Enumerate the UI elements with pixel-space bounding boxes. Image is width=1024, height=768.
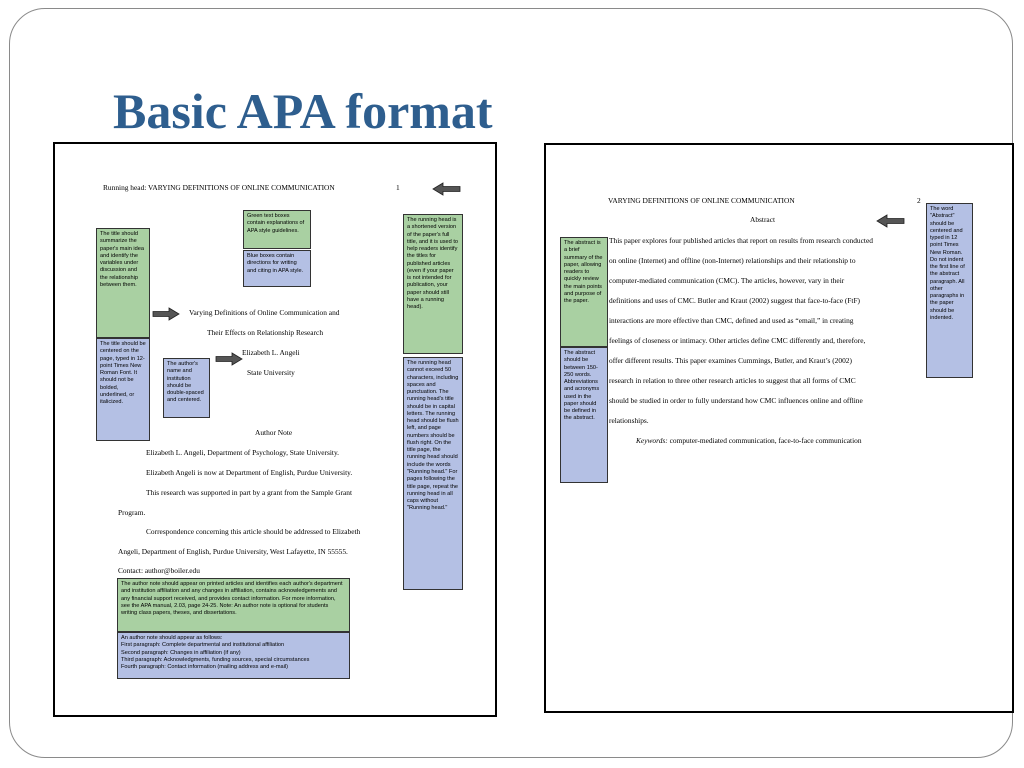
arrow-right-icon	[152, 307, 180, 321]
keywords-line	[636, 437, 862, 444]
abstract-line: This paper explores four published articles that report on results from research conducted	[609, 236, 873, 245]
author-note-format-box: An author note should appear as follows: First paragraph: Complete departmental and institutional affiliation Second paragraph: Changes in affiliation (if any) Third paragraph: Acknowledgments, funding sources, special circumstances Fourth paragraph: Contact information (mailing address and e-mail)	[117, 632, 350, 679]
blue-direction-box: Blue boxes contain directions for writing and citing in APA style.	[243, 250, 311, 287]
keywords-text: computer-mediated communication, face-to-face communication	[667, 436, 862, 445]
page-number: 1	[396, 183, 400, 192]
abstract-length-box: The abstract should be between 150-250 words. Abbreviations and acronyms used in the paper should be defined in the abstract.	[560, 347, 608, 483]
abstract-page	[544, 143, 1014, 713]
title-summary-box: The title should summarize the paper's main idea and identify the variables under discussion and the relationship between them.	[96, 228, 150, 338]
abstract-line: on online (Internet) and offline (non-Internet) relationships and their relationship to	[609, 256, 856, 265]
abstract-line: relationships.	[609, 416, 649, 425]
paper-title-line-2: Their Effects on Relationship Research	[207, 328, 324, 337]
abstract-line: feelings of closeness or intimacy. Other articles define CMC differently and, therefore,	[609, 336, 866, 345]
paper-title-line-1: Varying Definitions of Online Communication and	[189, 308, 340, 317]
running-head-format-box: The running head cannot exceed 50 characters, including spaces and punctuation. The running head's title should be in capital letters. The running head should be flush left, and page numbers should be flush right. On the title page, the running head should include the words "Running head." For pages following the title page, repeat the running head in all caps without "Running head."	[403, 357, 463, 590]
author-note-line: Elizabeth Angeli is now at Department of English, Purdue University.	[146, 468, 353, 477]
author-note-line: Contact: author@boiler.edu	[118, 566, 200, 575]
abstract-line: computer-mediated communication (CMC). The articles, however, vary in their	[609, 276, 845, 285]
arrow-left-icon	[876, 214, 906, 228]
author-note-line: Correspondence concerning this article should be addressed to Elizabeth	[146, 527, 361, 536]
arrow-left-icon	[432, 182, 462, 196]
title-format-box: The title should be centered on the page, typed in 12-point Times New Roman Font. It should not be bolded, underlined, or italicized.	[96, 338, 150, 441]
arrow-right-icon	[215, 352, 243, 366]
author-note-line: This research was supported in part by a grant from the Sample Grant	[146, 488, 353, 497]
abstract-line: definitions and uses of CMC. Butler and Kraut (2002) suggest that face-to-face (FtF)	[609, 296, 861, 305]
title-page	[53, 142, 497, 717]
author-note-line: Program.	[118, 508, 146, 517]
author-name: Elizabeth L. Angeli	[242, 348, 300, 357]
abstract-line: offer different results. This paper examines Cummings, Butler, and Kraut’s (2002)	[609, 356, 852, 365]
author-note-line: Angeli, Department of English, Purdue University, West Lafayette, IN 55555.	[118, 547, 348, 556]
abstract-line: research in relation to three other research articles to suggest that all forms of CMC	[609, 376, 856, 385]
green-explanation-box: Green text boxes contain explanations of APA style guidelines.	[243, 210, 311, 249]
author-note-explanation-box: The author note should appear on printed articles and identifies each author's department and institution affiliation and any changes in affiliation, contains acknowledgements and any financial support received, and provides contact information. For more information, see the APA manual, 2.03, page 24-25. Note: An author note is optional for students writing class papers, theses, and dissertations.	[117, 578, 350, 632]
running-head: Running head: VARYING DEFINITIONS OF ONLINE COMMUNICATION	[103, 183, 335, 192]
keywords-label: Keywords:	[636, 436, 668, 445]
author-format-box: The author's name and institution should be double-spaced and centered.	[163, 358, 210, 418]
abstract-heading: Abstract	[750, 215, 776, 224]
abstract-line: interactions are more effective than CMC, defined and used as “email,” in creating	[609, 316, 854, 325]
institution: State University	[247, 368, 295, 377]
abstract-word-box: The word "Abstract" should be centered and typed in 12 point Times New Roman. Do not indent the first line of the abstract paragraph. All other paragraphs in the paper should be indented.	[926, 203, 973, 378]
abstract-line: should be studied in order to fully understand how CMC influences online and offline	[609, 396, 863, 405]
page-number: 2	[917, 196, 921, 205]
abstract-summary-box: The abstract is a brief summary of the paper, allowing readers to quickly review the main points and purpose of the paper.	[560, 237, 608, 347]
running-head-explanation-box: The running head is a shortened version of the paper's full title, and it is used to help readers identify the titles for published articles (even if your paper is not intended for publication, your paper should still have a running head).	[403, 214, 463, 354]
slide-title: Basic APA format	[113, 83, 493, 139]
author-note-line: Elizabeth L. Angeli, Department of Psychology, State University.	[146, 448, 340, 457]
author-note-heading: Author Note	[255, 428, 293, 437]
running-head: VARYING DEFINITIONS OF ONLINE COMMUNICATION	[608, 196, 795, 205]
